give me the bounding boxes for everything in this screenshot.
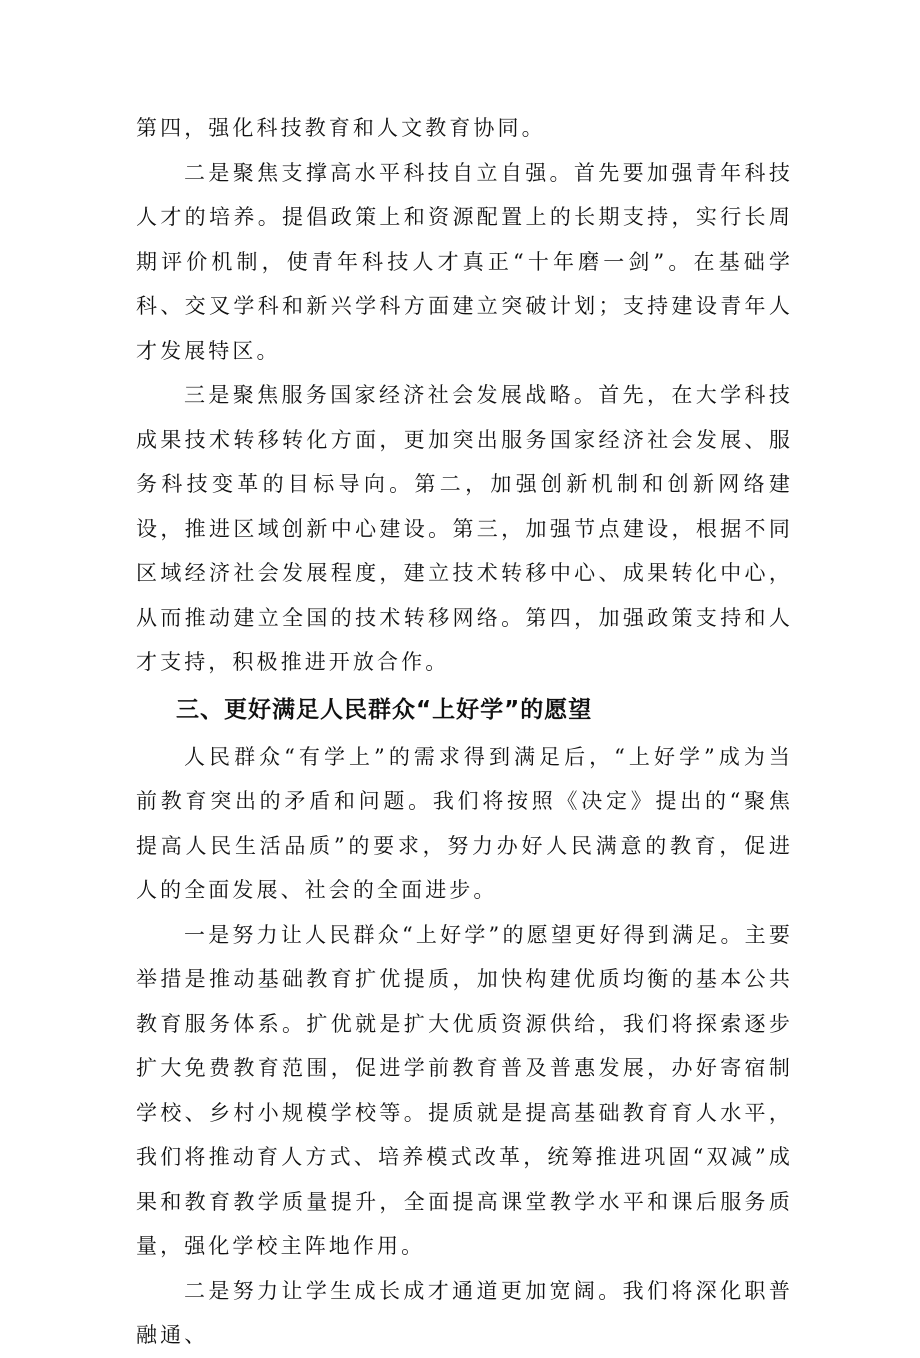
document-body: [136, 106, 793, 1358]
section-heading: 三、更好满足人民群众“上好学”的愿望: [176, 696, 593, 723]
paragraph-1: 第四，强化科技教育和人文教育协同。: [136, 116, 546, 140]
paragraph-2: 二是聚焦支撑高水平科技自立自强。首先要加强青年科技人才的培养。提倡政策上和资源配置上的长期支持，实行长周期评价机制，使青年科技人才真正“十年磨一剑”。在基础学科、交叉学科和新兴学科方面建立突破计划；支持建设青年人才发展特区。: [136, 160, 793, 363]
paragraph-3: 三是聚焦服务国家经济社会发展战略。首先，在大学科技成果技术转移转化方面，更加突出服务国家经济社会发展、服务科技变革的目标导向。第二，加强创新机制和创新网络建设，推进区域创新中心建设。第三，加强节点建设，根据不同区域经济社会发展程度，建立技术转移中心、成果转化中心，从而推动建立全国的技术转移网络。第四，加强政策支持和人才支持，积极推进开放合作。: [136, 383, 793, 674]
paragraph-6: 二是努力让学生成长成才通道更加宽阔。我们将深化职普融通、: [136, 1278, 793, 1347]
paragraph-5: 一是努力让人民群众“上好学”的愿望更好得到满足。主要举措是推动基础教育扩优提质，加快构建优质均衡的基本公共教育服务体系。扩优就是扩大优质资源供给，我们将探索逐步扩大免费教育范围，促进学前教育普及普惠发展，办好寄宿制学校、乡村小规模学校等。提质就是提高基础教育育人水平，我们将推动育人方式、培养模式改革，统筹推进巩固“双减”成果和教育教学质量提升，全面提高课堂教学水平和课后服务质量，强化学校主阵地作用。: [136, 922, 793, 1258]
paragraph-4: 人民群众“有学上”的需求得到满足后，“上好学”成为当前教育突出的矛盾和问题。我们将按照《决定》提出的“聚焦提高人民生活品质”的要求，努力办好人民满意的教育，促进人的全面发展、社会的全面进步。: [136, 744, 793, 902]
